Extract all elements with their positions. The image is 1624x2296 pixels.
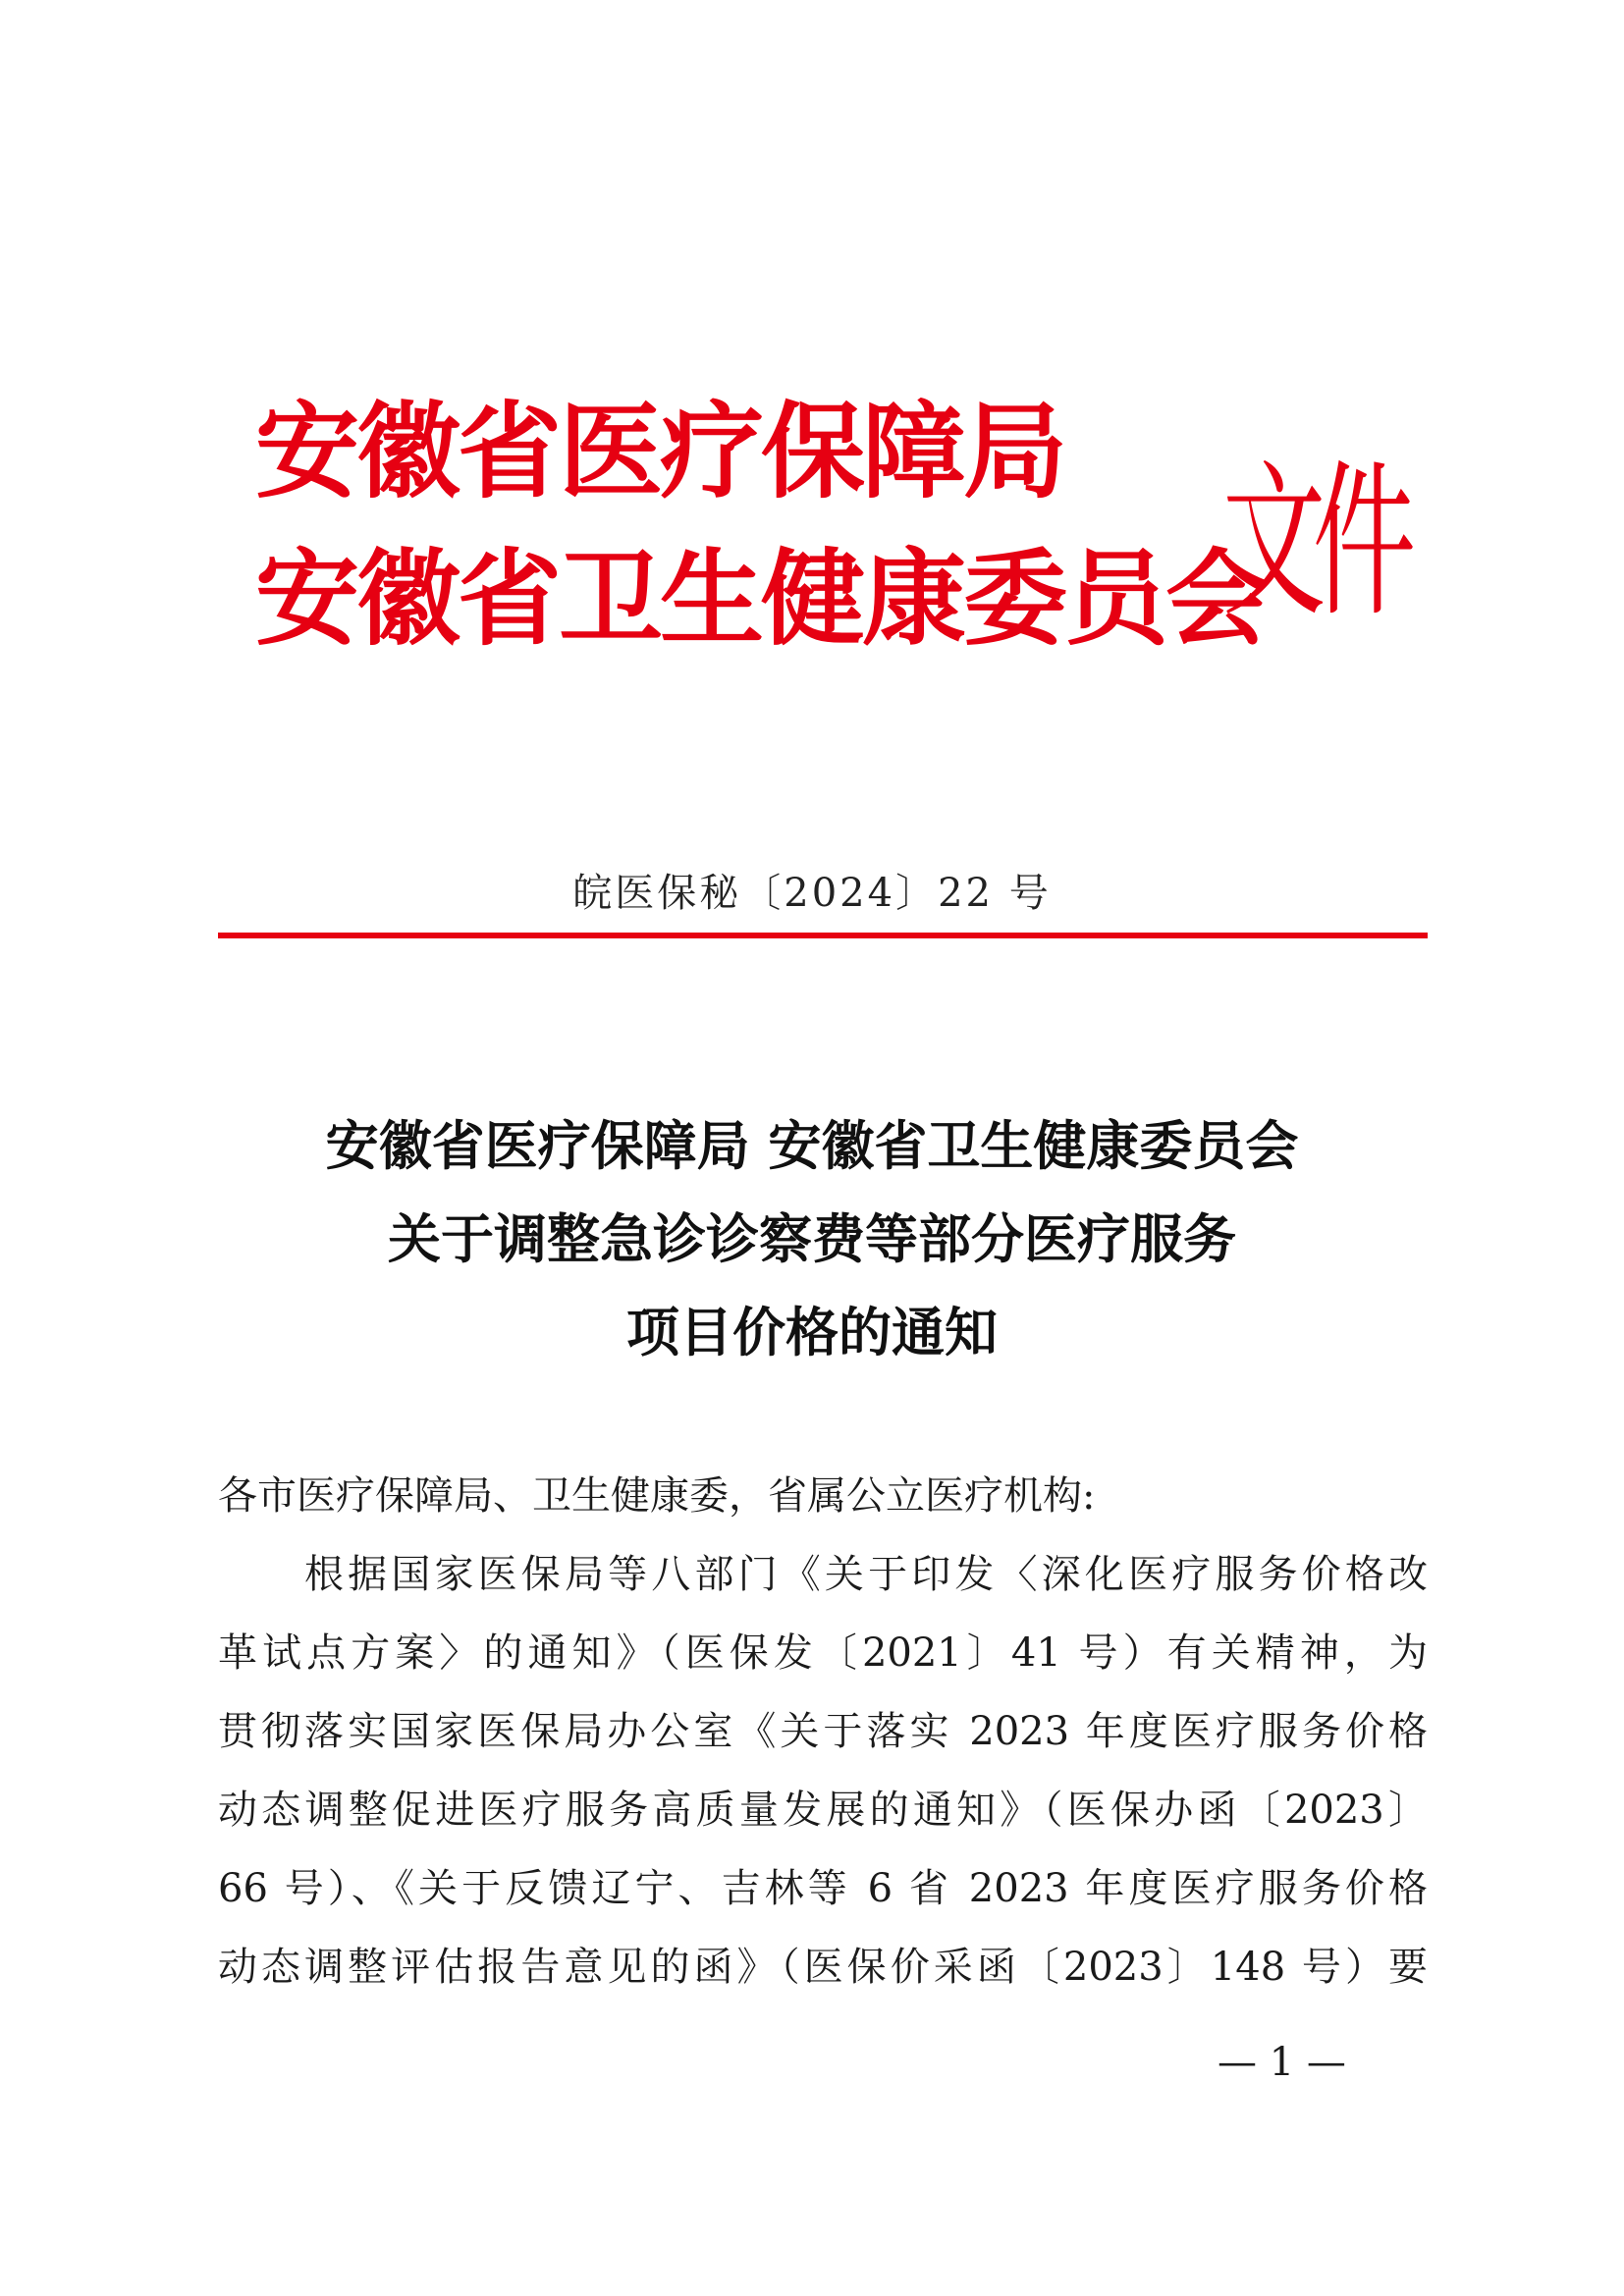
notice-title-line-1: 安徽省医疗保障局 安徽省卫生健康委员会: [325, 1114, 1299, 1177]
issuer-name-1: 安徽省医疗保障局: [255, 390, 1064, 512]
body-line-6: 动态调整评估报告意见的函》（医保价采函〔2023〕148 号）要: [218, 1945, 1428, 1990]
body-line-1: 根据国家医保局等八部门《关于印发〈深化医疗服务价格改: [304, 1552, 1428, 1597]
body-line-2: 革试点方案〉的通知》（医保发〔2021〕41 号）有关精神，为: [218, 1630, 1428, 1676]
notice-title-line-2: 关于调整急诊诊察费等部分医疗服务: [388, 1207, 1236, 1270]
body-line-5: 66 号）、《关于反馈辽宁、吉林等 6 省 2023 年度医疗服务价格: [218, 1866, 1428, 1911]
red-divider: [218, 933, 1428, 938]
document-header: [255, 388, 1404, 672]
body-line-3: 贯彻落实国家医保局办公室《关于落实 2023 年度医疗服务价格: [218, 1709, 1428, 1754]
salutation: 各市医疗保障局、卫生健康委，省属公立医疗机构:: [218, 1473, 1096, 1519]
issuer-name-2: 安徽省卫生健康委员会: [255, 537, 1267, 660]
body-line-4: 动态调整促进医疗服务高质量发展的通知》（医保办函〔2023〕: [218, 1788, 1428, 1833]
document-type-label: 文件: [1222, 446, 1403, 640]
document-number: 皖医保秘〔2024〕22 号: [572, 871, 1052, 916]
notice-title-line-3: 项目价格的通知: [626, 1301, 998, 1363]
page-number: — 1 —: [1218, 2040, 1346, 2085]
